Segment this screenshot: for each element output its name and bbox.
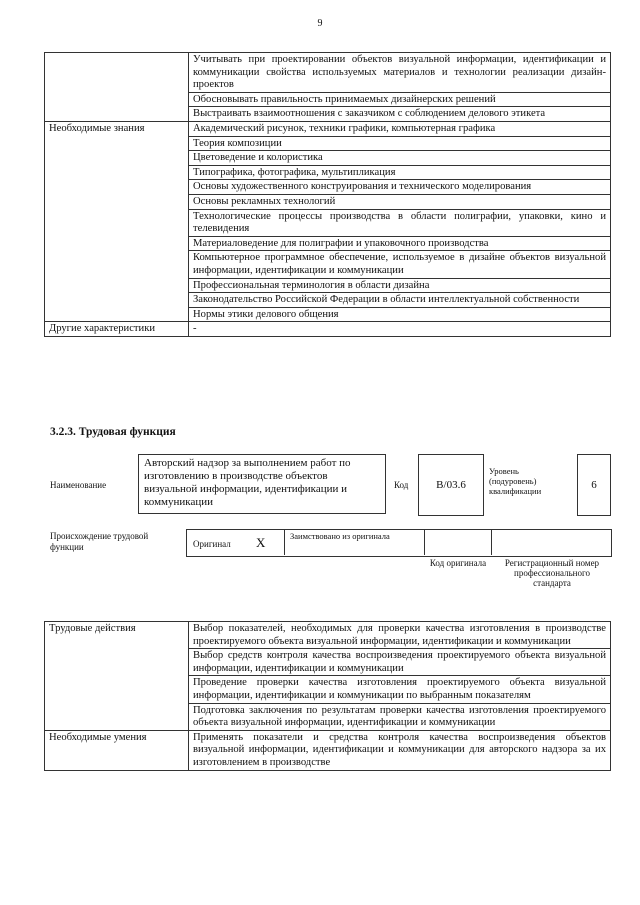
borrowed-label: Заимствовано из оригинала [290, 531, 390, 541]
row-label: Необходимые умения [45, 730, 189, 770]
table-row [45, 622, 611, 649]
row-item: Теория композиции [189, 136, 611, 151]
row-label: Необходимые знания [45, 121, 189, 321]
row-item: Обосновывать правильность принимаемых дизайнерских решений [189, 92, 611, 107]
page-number: 9 [317, 18, 323, 29]
row-item: Проведение проверки качества изготовления проектируемого объекта визуальной информации, идентификации и коммуникации по выбранным показателям [189, 676, 611, 703]
row-item: Выстраивать взаимоотношения с заказчиком с соблюдением делового этикета [189, 107, 611, 122]
reg-number-caption: Регистрационный номер профессионального стандарта [504, 558, 600, 588]
table-row [45, 322, 611, 337]
function-name-box [138, 454, 386, 514]
row-item: Академический рисунок, техники графики, компьютерная графика [189, 121, 611, 136]
row-item: Выбор показателей, необходимых для проверки качества изготовления в производстве проектируемого объекта визуальной информации, идентификации и коммуникации [189, 622, 611, 649]
row-item: Цветоведение и колористика [189, 151, 611, 166]
table-row [45, 121, 611, 136]
code-box [418, 454, 484, 516]
table-row [45, 730, 611, 770]
row-item: Технологические процессы производства в области полиграфии, упаковки, кино и телевидения [189, 209, 611, 236]
code-value: B/03.6 [436, 479, 466, 491]
original-mark: X [256, 535, 266, 550]
section-heading: 3.2.3. Трудовая функция [50, 426, 176, 438]
row-item: Подготовка заключения по результатам проверки качества изготовления проектируемого объекта визуальной информации, идентификации и коммуникации [189, 703, 611, 730]
level-label: Уровень (подуровень) квалификации [489, 466, 542, 496]
table-row [45, 53, 611, 93]
row-item: Основы художественного конструирования и технического моделирования [189, 180, 611, 195]
level-value: 6 [591, 479, 597, 491]
level-box [577, 454, 611, 516]
origin-label: Происхождение трудовой функции [50, 531, 149, 552]
row-item: Применять показатели и средства контроля качества воспроизведения объектов визуальной информации, идентификации и коммуникации для авторского надзора за их изготовлением в производстве [189, 730, 611, 770]
origin-divider-3 [491, 529, 492, 555]
row-item: Основы рекламных технологий [189, 194, 611, 209]
competencies-table-1 [44, 52, 611, 337]
row-item: Материаловедение для полиграфии и упаковочного производства [189, 236, 611, 251]
row-item: Нормы этики делового общения [189, 307, 611, 322]
name-label: Наименование [50, 480, 107, 490]
code-label: Код [394, 480, 409, 490]
row-item: Законодательство Российской Федерации в области интеллектуальной собственности [189, 293, 611, 308]
row-item: Учитывать при проектировании объектов визуальной информации, идентификации и коммуникации свойства используемых материалов и технологии реализации дизайн-проектов [189, 53, 611, 93]
row-item: Профессиональная терминология в области дизайна [189, 278, 611, 293]
row-label: Трудовые действия [45, 622, 189, 731]
competencies-table-2 [44, 621, 611, 771]
row-item: Типографика, фотографика, мультипликация [189, 165, 611, 180]
row-item: - [189, 322, 611, 337]
row-item: Компьютерное программное обеспечение, используемое в дизайне объектов визуальной информации, идентификации и коммуникации [189, 251, 611, 278]
row-item: Выбор средств контроля качества воспроизведения проектируемого объекта визуальной информации, идентификации и коммуникации [189, 649, 611, 676]
function-name-value: Авторский надзор за выполнением работ по изготовлению в производстве объектов визуальной информации, идентификации и коммуникации [144, 457, 351, 508]
row-label [45, 53, 189, 122]
origin-divider-1 [284, 529, 285, 555]
code-original-caption: Код оригинала [429, 558, 487, 568]
row-label: Другие характеристики [45, 322, 189, 337]
original-label: Оригинал [193, 539, 231, 549]
origin-divider-2 [424, 529, 425, 555]
